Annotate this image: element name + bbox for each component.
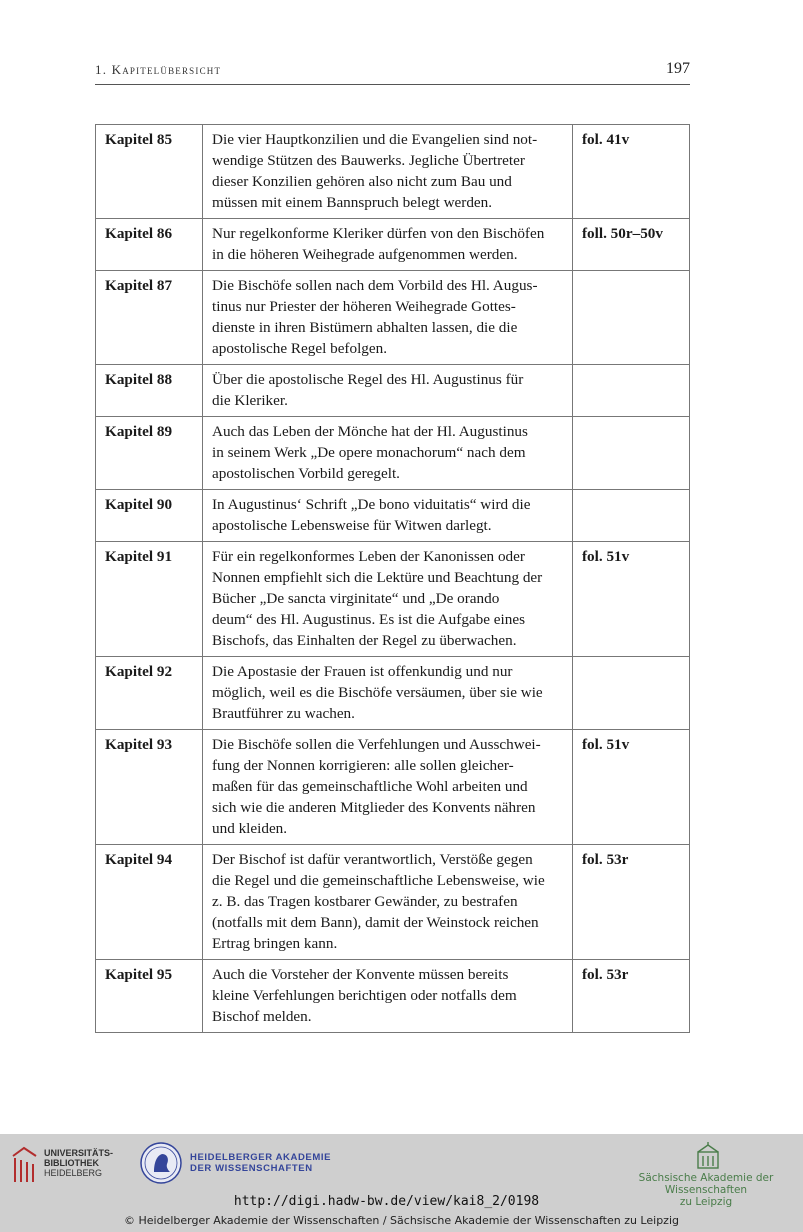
hadw-line: DER WISSENSCHAFTEN <box>190 1163 313 1174</box>
table-row <box>96 271 690 365</box>
chapter-label: Kapitel 93 <box>96 730 203 845</box>
chapter-label: Kapitel 85 <box>96 125 203 219</box>
hadw-wordmark <box>190 1152 331 1174</box>
table-row <box>96 845 690 960</box>
chapter-description: Nur regelkonforme Kleriker dürfen von den Bischöfen in die höheren Weihegrade aufgenommen werden. <box>203 219 573 271</box>
running-title: 1. Kapitelübersicht <box>95 62 222 77</box>
chapter-description: Auch das Leben der Mönche hat der Hl. Augustinus in seinem Werk „De opere monachorum“ nach dem apostolischen Vorbild geregelt. <box>203 417 573 490</box>
chapter-description: Die Apostasie der Frauen ist offenkundig und nur möglich, weil es die Bischöfe versäumen, über sie wie Brautführer zu wachen. <box>203 657 573 730</box>
folio-reference <box>573 365 690 417</box>
chapter-label: Kapitel 89 <box>96 417 203 490</box>
permalink-url[interactable]: http://digi.hadw-bw.de/view/kai8_2/0198 <box>233 1194 540 1209</box>
chapter-description: In Augustinus‘ Schrift „De bono viduitatis“ wird die apostolische Lebensweise für Witwen darlegt. <box>203 490 573 542</box>
hadw-seal-icon[interactable] <box>140 1142 182 1184</box>
chapter-label: Kapitel 91 <box>96 542 203 657</box>
table-row <box>96 542 690 657</box>
saw-emblem-icon[interactable] <box>695 1142 721 1170</box>
table-row <box>96 417 690 490</box>
saw-line: zu Leipzig <box>679 1196 733 1208</box>
chapter-description: Auch die Vorsteher der Konvente müssen bereits kleine Verfehlungen berichtigen oder notfalls dem Bischof melden. <box>203 960 573 1033</box>
folio-reference: fol. 53r <box>573 960 690 1033</box>
ub-line: BIBLIOTHEK <box>44 1158 99 1168</box>
saw-line: Sächsische Akademie der Wissenschaften <box>638 1172 774 1196</box>
footer-band <box>0 1134 803 1232</box>
table-row <box>96 730 690 845</box>
chapter-description: Über die apostolische Regel des Hl. Augustinus für die Kleriker. <box>203 365 573 417</box>
chapter-label: Kapitel 86 <box>96 219 203 271</box>
folio-reference <box>573 417 690 490</box>
page-number: 197 <box>666 60 690 77</box>
table-row <box>96 365 690 417</box>
chapter-label: Kapitel 90 <box>96 490 203 542</box>
chapter-label: Kapitel 88 <box>96 365 203 417</box>
table-row <box>96 219 690 271</box>
running-header <box>95 60 690 85</box>
folio-reference: fol. 53r <box>573 845 690 960</box>
hadw-line: HEIDELBERGER AKADEMIE <box>190 1152 332 1163</box>
folio-reference <box>573 657 690 730</box>
chapter-label: Kapitel 87 <box>96 271 203 365</box>
table-row <box>96 657 690 730</box>
ub-line: UNIVERSITÄTS- <box>44 1148 114 1158</box>
chapter-description: Für ein regelkonformes Leben der Kanonissen oder Nonnen empfiehlt sich die Lektüre und Beachtung der Bücher „De sancta virginitate“ und „De orando deum“ des Hl. Augustinus. Es ist die Aufgabe eines Bischofs, das Einhalten der Regel zu überwachen. <box>203 542 573 657</box>
copyright-notice: © Heidelberger Akademie der Wissenschaften / Sächsische Akademie der Wissenschaften zu Leipzig <box>123 1214 679 1227</box>
table-row <box>96 490 690 542</box>
folio-reference: fol. 51v <box>573 730 690 845</box>
chapter-description: Die vier Hauptkonzilien und die Evangelien sind not- wendige Stützen des Bauwerks. Jegliche Übertreter dieser Konzilien gehören also nicht zum Bau und müssen mit einem Bannspruch belegt werden. <box>203 125 573 219</box>
table-row <box>96 960 690 1033</box>
folio-reference: fol. 51v <box>573 542 690 657</box>
chapter-label: Kapitel 92 <box>96 657 203 730</box>
table-row <box>96 125 690 219</box>
chapter-overview-table <box>95 124 690 1033</box>
chapter-description: Die Bischöfe sollen nach dem Vorbild des Hl. Augus- tinus nur Priester der höheren Weihegrade Gottes- dienste in ihren Bistümern abhalten lassen, die die apostolische Regel befolgen. <box>203 271 573 365</box>
chapter-label: Kapitel 94 <box>96 845 203 960</box>
folio-reference <box>573 490 690 542</box>
folio-reference <box>573 271 690 365</box>
folio-reference: fol. 41v <box>573 125 690 219</box>
ub-heidelberg-wordmark <box>44 1148 113 1178</box>
chapter-label: Kapitel 95 <box>96 960 203 1033</box>
folio-reference: foll. 50r–50v <box>573 219 690 271</box>
chapter-description: Der Bischof ist dafür verantwortlich, Verstöße gegen die Regel und die gemeinschaftliche Lebensweise, wie z. B. das Tragen kostbarer Gewänder, zu bestrafen (notfalls mit dem Bann), damit der Weinstock reichen Ertrag bringen kann. <box>203 845 573 960</box>
chapter-description: Die Bischöfe sollen die Verfehlungen und Ausschwei- fung der Nonnen korrigieren: alle sollen gleicher- maßen für das gemeinschaftliche Wohl arbeiten und sich wie die anderen Mitglieder des Konvents nähren und kleiden. <box>203 730 573 845</box>
ub-line: HEIDELBERG <box>44 1168 103 1178</box>
